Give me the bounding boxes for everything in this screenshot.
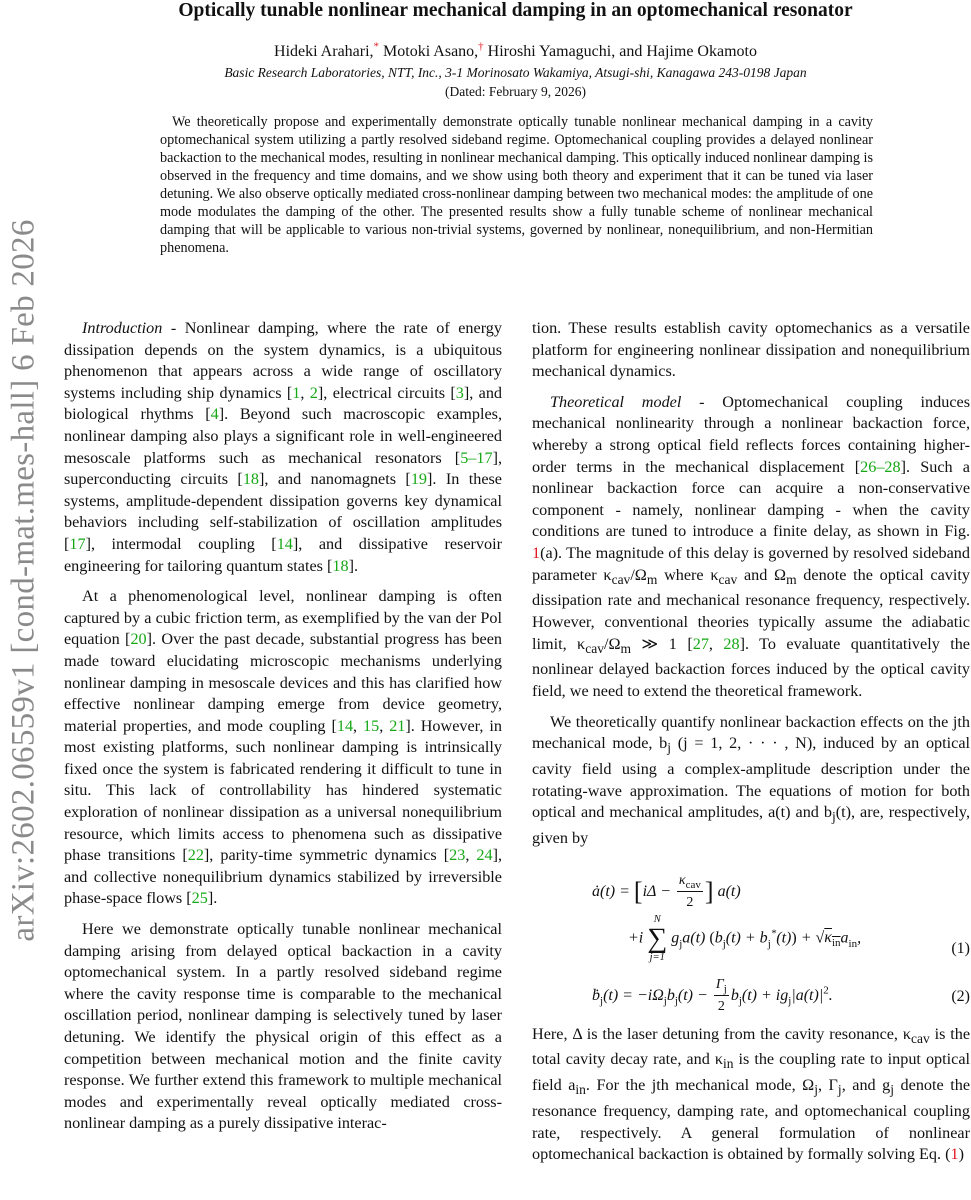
equations-of-motion [532, 864, 970, 1015]
equation-1-number: (1) [951, 939, 970, 957]
author-1: Hideki Arahari, [274, 43, 374, 60]
citation[interactable]: 27 [692, 634, 709, 653]
intro-paragraph-1: Introduction - Nonlinear damping, where the rate of energy dissipation depends on the system dynamics, is a ubiquitous phenomenon that appears across a wide range of oscillatory systems including ship dynamics [1, 2], electrical circuits [3], and biological rhythms [4]. Beyond such macroscopic examples, nonlinear damping also plays a significant role in well-engineered mesoscale platforms such as mechanical resonators [5–17], superconducting circuits [18], and nanomagnets [19]. In these systems, amplitude-dependent dissipation governs key dynamical behaviors including self-stabilization of oscillation amplitudes [17], intermodal coupling [14], and dissipative reservoir engineering for tailoring quantum states [18]. [64, 319, 503, 575]
citation[interactable]: 15 [363, 716, 380, 735]
citation[interactable]: 18 [332, 556, 349, 575]
citation[interactable]: 5–17 [460, 448, 493, 467]
other-authors: Hiroshi Yamaguchi, and Hajime Okamoto [487, 43, 757, 60]
paper-title: Optically tunable nonlinear mechanical damping in an optomechanical resonator [178, 0, 853, 21]
citation[interactable]: 17 [69, 534, 86, 553]
citation[interactable]: 24 [476, 846, 493, 865]
author-list [60, 40, 971, 61]
citation[interactable]: 26–28 [860, 457, 901, 476]
arxiv-identifier-stamp [0, 130, 48, 1030]
arxiv-id-text: arXiv:2602.06559v1 [cond-mat.mes-hall] 6 Feb 2026 [5, 218, 42, 942]
equation-1-line-1: ȧ(t) = [iΔ − $\frac{\kappa_{cav}}{2}$ ] a(t) [592, 870, 741, 914]
equation-reference[interactable]: 1 [950, 1145, 959, 1164]
section-heading-theoretical-model: Theoretical model [550, 392, 682, 411]
figure-reference[interactable]: 1 [532, 543, 541, 562]
equation-1-line-2: +i N ∑ j=1 $g_ja(t) (b_j(t) + b_j^*(t)) + √\kappa_{in}a_{in}$, [628, 913, 862, 963]
citation[interactable]: 14 [276, 534, 293, 553]
citation[interactable]: 3 [455, 383, 464, 402]
citation[interactable]: 25 [191, 889, 208, 908]
citation[interactable]: 2 [309, 383, 318, 402]
intro-paragraph-3-continued: tion. These results establish cavity optomechanics as a versatile platform for engineering nonlinear dissipation and nonequilibrium mechanical dynamics. [532, 319, 970, 381]
citation[interactable]: 18 [242, 470, 260, 489]
theory-paragraph-3: Here, Δ is the laser detuning from the cavity resonance, $\kappa_{cav}$ is the total cavity decay rate, and $\kappa_{in}$ is the coupling rate to input optical field $a_{in}$. For the jth mechanical mode, $\Omega_j$, $\Gamma_j$, and $g_j$ denote the resonance frequency, damping rate, and optomechanical coupling rate, respectively. A general formulation of nonlinear optomechanical backaction is obtained by formally solving Eq. (1) [532, 1024, 971, 1164]
theory-paragraph-1: Theoretical model - Optomechanical coupling induces mechanical nonlinearity through a nonlinear backaction force, whereby a strong optical field reflects forces containing higher-order terms in the mechanical displacement [26–28]. Such a nonlinear backaction force can acquire a non-conservative component - namely, nonlinear damping - when the cavity conditions are tuned to introduce a finite delay, as shown in Fig. 1(a). The magnitude of this delay is governed by resolved sideband parameter $\kappa_{cav}/\Omega_m$ where $\kappa_{cav}$ and $\Omega_m$ denote the optical cavity dissipation rate and mechanical resonance frequency, respectively. However, conventional theories typically assume the adiabatic limit, $\kappa_{cav}/\Omega_m$ ≫ 1 [27, 28]. To evaluate quantitatively the nonlinear delayed backaction forces induced by the optical cavity field, we need to extend the theoretical framework. [532, 392, 970, 700]
citation[interactable]: 22 [187, 846, 204, 865]
right-column [532, 318, 970, 1175]
citation[interactable]: 28 [723, 634, 740, 653]
citation[interactable]: 19 [410, 470, 428, 489]
author-2: Motoki Asano, [383, 43, 479, 60]
citation[interactable]: 4 [210, 405, 219, 424]
author-2-footnote-mark[interactable]: † [478, 40, 484, 53]
intro-paragraph-2: At a phenomenological level, nonlinear damping is often captured by a cubic friction term, as exemplified by the van der Pol equation [20]. Over the past decade, substantial progress has been made toward elucidating microscopic mechanisms underlying nonlinear damping in mesoscale devices and this has clarified how effective nonlinear damping emerge from device geometry, material properties, and mode coupling [14, 15, 21]. However, in most existing platforms, such nonlinear damping is intrinsically fixed once the system is fabricated rendering it difficult to tune in situ. This lack of controllability has hindered systematic exploration of nonlinear dissipation as a universal nonequilibrium resource, which limits access to phenomena such as dissipative phase transitions [22], parity-time symmetric dynamics [23, 24], and collective nonequilibrium dynamics stabilized by irreversible phase-space flows [25]. [64, 587, 503, 908]
author-1-footnote-mark[interactable]: * [373, 40, 380, 53]
left-column [64, 318, 502, 1144]
affiliation: Basic Research Laboratories, NTT, Inc., 3-1 Morinosato Wakamiya, Atsugi-shi, Kanagawa 243-0198 Japan [224, 65, 807, 80]
abstract: We theoretically propose and experimentally demonstrate optically tunable nonlinear mechanical damping in a cavity optomechanical system utilizing a partly resolved sideband regime. Optomechanical coupling provides a delayed nonlinear backaction to the mechanical modes, resulting in nonlinear mechanical damping. This optically induced nonlinear damping is observed in the frequency and time domains, and we show using both theory and experiment that it can be tuned via laser detuning. We also observe optically mediated cross-nonlinear damping between two mechanical modes: the amplitude of one mode modulates the damping of the other. The presented results show a fully tunable scheme of nonlinear mechanical damping that will be applicable to various non-trivial systems, governed by nonlinear, nonequilibrium, and non-Hermitian phenomena. [160, 114, 873, 256]
citation[interactable]: 21 [389, 716, 406, 735]
citation[interactable]: 23 [449, 846, 466, 865]
equation-2-number: (2) [951, 987, 970, 1005]
intro-paragraph-3: Here we demonstrate optically tunable nonlinear mechanical damping arising from delayed optical backaction in a cavity optomechanical system. In a partly resolved sideband regime where the cavity response time is comparable to the mechanical oscillation period, nonlinear damping is selectively tuned by laser detuning. We identify the physical origin of this effect as a competition between mechanical motion and the finite cavity response. We further extend this framework to multiple mechanical modes and experimentally reveal optically mediated cross-nonlinear damping as a purely dissipative interac- [64, 920, 502, 1133]
theory-paragraph-2: We theoretically quantify nonlinear backaction effects on the jth mechanical mode, $b_j$ (j = 1, 2, · · · , N), induced by an optical cavity field using a complex-amplitude description under the rotating-wave approximation. The equations of motion for both optical and mechanical amplitudes, a(t) and $b_j(t)$, are, respectively, given by [532, 712, 970, 847]
section-heading-introduction: Introduction [82, 319, 163, 337]
citation[interactable]: 20 [130, 630, 147, 649]
equation-2: ḃ$_j$(t) = $-i\Omega_jb_j(t)$ − $\frac{\Gamma_j}{2}$ $b_j(t) + ig_j|a(t)|^2$. [592, 974, 833, 1018]
date-line: (Dated: February 9, 2026) [445, 84, 586, 99]
citation[interactable]: 1 [292, 383, 301, 402]
citation[interactable]: 14 [336, 716, 354, 735]
